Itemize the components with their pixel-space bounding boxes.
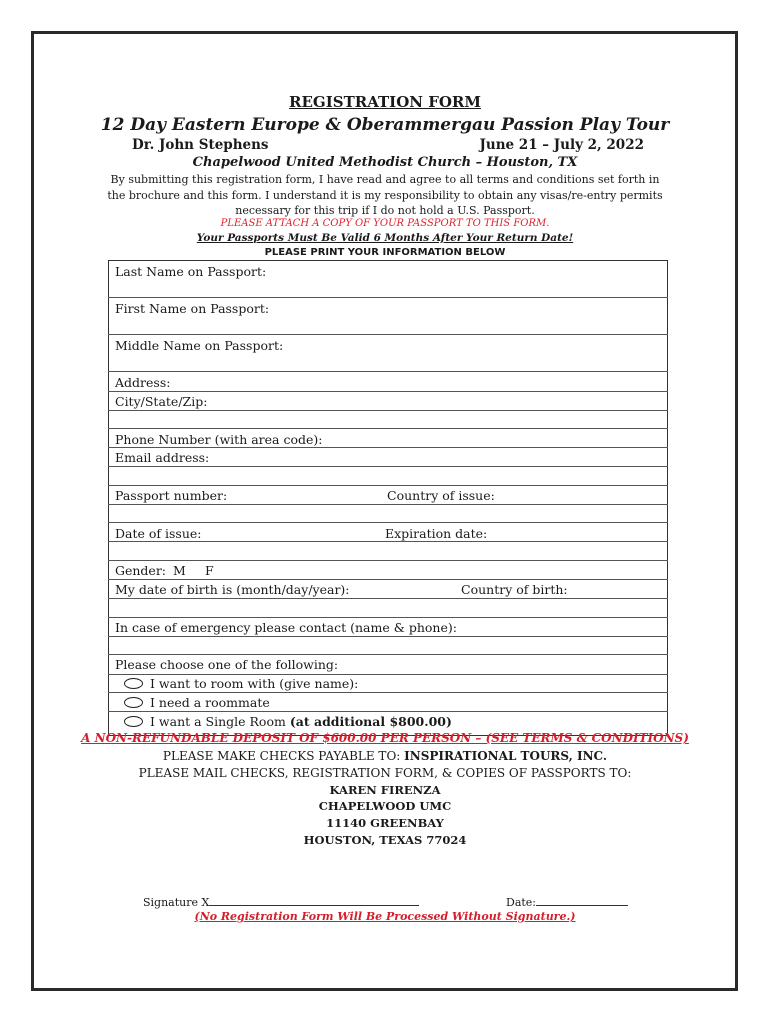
room-option-need-roommate[interactable]	[124, 695, 270, 710]
single-room-surcharge: (at additional $800.00)	[289, 714, 452, 729]
gender-label: Gender:	[115, 563, 167, 578]
date-of-issue-field[interactable]: Date of issue:	[115, 526, 202, 541]
first-name-field[interactable]: First Name on Passport:	[115, 301, 270, 316]
field-line	[108, 485, 668, 486]
field-line	[108, 711, 668, 712]
radio-circle-icon[interactable]	[124, 678, 143, 689]
signature-line[interactable]	[209, 895, 419, 906]
mail-street: 11140 GREENBAY	[326, 816, 444, 830]
room-choice-prompt: Please choose one of the following:	[115, 657, 339, 672]
radio-circle-icon[interactable]	[124, 716, 143, 727]
signature-field[interactable]	[143, 895, 419, 909]
passport-valid-note: Your Passports Must Be Valid 6 Months After Your Return Date!	[196, 232, 574, 244]
expiration-date-field[interactable]: Expiration date:	[385, 526, 488, 541]
checks-payable-line	[0, 749, 770, 763]
field-line	[108, 560, 668, 561]
tour-leader: Dr. John Stephens	[132, 137, 269, 153]
date-label: Date:	[506, 896, 537, 909]
field-line	[108, 371, 668, 372]
field-line	[108, 692, 668, 693]
room-option-label: I need a roommate	[150, 695, 270, 710]
field-line	[108, 297, 668, 298]
field-line	[108, 466, 668, 467]
date-line[interactable]	[536, 895, 628, 906]
form-title: REGISTRATION FORM	[289, 93, 481, 111]
payee-name: INSPIRATIONAL TOURS, INC.	[404, 749, 608, 763]
mail-city: HOUSTON, TEXAS 77024	[303, 833, 467, 847]
room-option-roommate-named[interactable]	[124, 676, 358, 691]
mail-recipient: KAREN FIRENZA	[329, 783, 441, 797]
field-line	[108, 674, 668, 675]
checks-payable-prefix: PLEASE MAKE CHECKS PAYABLE TO:	[162, 749, 401, 763]
signature-required-note: (No Registration Form Will Be Processed Without Signature.)	[194, 910, 576, 923]
church-name: Chapelwood United Methodist Church – Houston, TX	[192, 155, 578, 170]
field-line	[108, 541, 668, 542]
room-option-label: I want to room with (give name):	[150, 676, 359, 691]
field-line	[108, 654, 668, 655]
field-line	[108, 598, 668, 599]
field-line	[108, 410, 668, 411]
field-line	[108, 447, 668, 448]
date-field[interactable]	[506, 895, 628, 909]
country-of-issue-field[interactable]: Country of issue:	[387, 488, 495, 503]
deposit-note: A NON-REFUNDABLE DEPOSIT OF $600.00 PER PERSON – (SEE TERMS & CONDITIONS)	[81, 731, 689, 745]
mail-organization: CHAPELWOOD UMC	[318, 799, 452, 813]
email-field[interactable]: Email address:	[115, 450, 210, 465]
gender-m-option[interactable]: M	[173, 563, 186, 578]
room-option-single[interactable]	[124, 714, 452, 729]
mail-instructions: PLEASE MAIL CHECKS, REGISTRATION FORM, & COPIES OF PASSPORTS TO:	[138, 766, 632, 780]
field-line	[108, 391, 668, 392]
tour-title: 12 Day Eastern Europe & Oberammergau Passion Play Tour	[100, 115, 670, 135]
signature-label: Signature X	[143, 896, 210, 909]
address-field[interactable]: Address:	[115, 375, 171, 390]
passport-number-field[interactable]: Passport number:	[115, 488, 228, 503]
phone-field[interactable]: Phone Number (with area code):	[115, 432, 323, 447]
attach-passport-note: PLEASE ATTACH A COPY OF YOUR PASSPORT TO THIS FORM.	[220, 218, 550, 229]
intro-text: By submitting this registration form, I have read and agree to all terms and conditions set forth in the brochure and this form. I understand it is my responsibility to obtain any visas/re-entry permits necessary for this trip if I do not hold a U.S. Passport.	[107, 173, 663, 217]
middle-name-field[interactable]: Middle Name on Passport:	[115, 338, 284, 353]
last-name-field[interactable]: Last Name on Passport:	[115, 264, 267, 279]
field-line	[108, 522, 668, 523]
room-option-label: I want a Single Room	[150, 714, 286, 729]
print-note: PLEASE PRINT YOUR INFORMATION BELOW	[264, 247, 506, 258]
emergency-contact-field[interactable]: In case of emergency please contact (name & phone):	[115, 620, 457, 635]
field-line	[108, 428, 668, 429]
field-line	[108, 334, 668, 335]
field-line	[108, 617, 668, 618]
radio-circle-icon[interactable]	[124, 697, 143, 708]
city-state-zip-field[interactable]: City/State/Zip:	[115, 394, 208, 409]
field-line	[108, 636, 668, 637]
country-of-birth-field[interactable]: Country of birth:	[461, 582, 568, 597]
dob-field[interactable]: My date of birth is (month/day/year):	[115, 582, 350, 597]
tour-dates: June 21 – July 2, 2022	[479, 137, 644, 153]
field-line	[108, 504, 668, 505]
gender-f-option[interactable]: F	[205, 563, 214, 578]
field-line	[108, 579, 668, 580]
